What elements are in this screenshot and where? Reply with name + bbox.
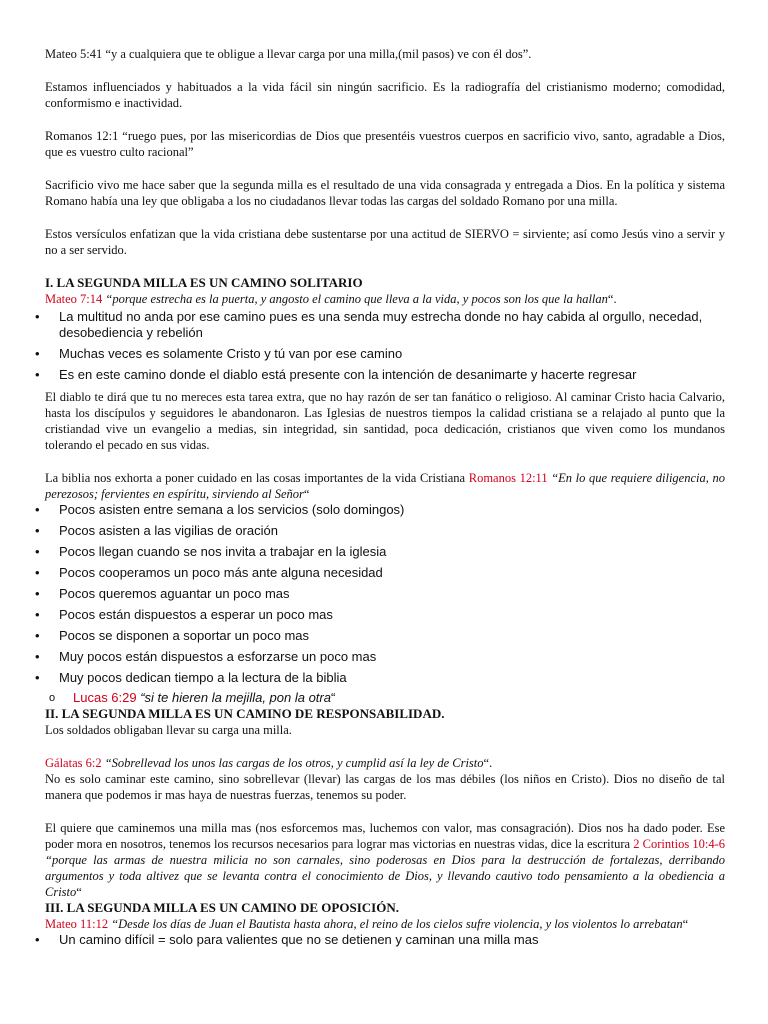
- list-item: • Pocos asisten entre semana a los servicios (solo domingos): [35, 502, 405, 517]
- bullet-icon: •: [35, 544, 40, 559]
- section-2-heading: II. LA SEGUNDA MILLA ES UN CAMINO DE RESPONSABILIDAD.: [45, 706, 445, 721]
- list-item: • Pocos queremos aguantar un poco mas: [35, 586, 290, 601]
- bullet-icon: •: [35, 586, 40, 601]
- section-1-verse-ref: Mateo 7:14: [45, 292, 103, 306]
- bullet-icon: •: [35, 932, 40, 947]
- bullet-icon: •: [35, 367, 40, 382]
- sub-list-item: o Lucas 6:29 “si te hieren la mejilla, pon la otra“: [49, 690, 336, 705]
- section-1-paragraph-2-ref: Romanos 12:11: [468, 471, 548, 485]
- section-2-verse-ref: Gálatas 6:2: [45, 756, 102, 770]
- section-2-paragraph-2: El quiere que caminemos una milla mas (nos esforcemos mas, luchemos con valor, mas consagración). Dios nos ha dado poder. Ese poder mora en nosotros, tenemos los recursos necesarios para lograr mas victorias en nuestras vidas, dice la escritura 2 Corintios 10:4-6 “porque las armas de nuestra milicia no son carnales, sino poderosas en Dios para la destrucción de fortalezas, derribando argumentos y toda altivez que se levanta contra el conocimiento de Dios, y llevando cautivo todo pensamiento a la obediencia a Cristo“: [45, 821, 725, 899]
- section-1-verse-quote: “porque estrecha es la puerta, y angosto el camino que lleva a la vida, y pocos son los que la hallan: [102, 292, 608, 306]
- section-1-paragraph-1: El diablo te dirá que tu no mereces esta tarea extra, que no hay razón de ser tan fanático o religioso. Al caminar Cristo hacia Calvario, hasta los discípulos y seguidores le abandonaron. Las Iglesias de nuestros tiempos la calidad cristiana se a relajado al punto que la cristiandad vive un evangelio a medias, sin integridad, sin santidad, poca dedicación, cristianos que viven como los mundanos tolerando el pecado en sus vidas.: [45, 390, 725, 452]
- list-item: • Muchas veces es solamente Cristo y tú van por ese camino: [35, 346, 403, 361]
- section-1-bullets-2: [35, 502, 725, 686]
- section-1-heading: I. LA SEGUNDA MILLA ES UN CAMINO SOLITARIO: [45, 275, 363, 290]
- section-2-line-1: Los soldados obligaban llevar su carga una milla.: [45, 723, 292, 737]
- bullet-icon: •: [35, 523, 40, 538]
- list-item: • Pocos están dispuestos a esperar un poco mas: [35, 607, 333, 622]
- bullet-icon: •: [35, 649, 40, 664]
- section-3-bullets: [35, 932, 725, 948]
- list-item: • Un camino difícil = solo para valientes que no se detienen y caminan una milla mas: [35, 932, 539, 947]
- list-item: • Pocos cooperamos un poco más ante alguna necesidad: [35, 565, 383, 580]
- list-item: • Pocos llegan cuando se nos invita a trabajar en la iglesia: [35, 544, 387, 559]
- section-2-paragraph-1: No es solo caminar este camino, sino sobrellevar (llevar) las cargas de los mas débiles (los niños en Cristo). Dios no diseño de tal manera que podemos ir mas haya de nuestras fuerzas, tenemos su poder.: [45, 772, 725, 802]
- section-3-verse: Mateo 11:12 “Desde los días de Juan el Bautista hasta ahora, el reino de los cielos sufre violencia, y los violentos lo arrebatan“: [45, 917, 689, 931]
- document-page: [35, 46, 725, 948]
- intro-paragraph-2: Estamos influenciados y habituados a la vida fácil sin ningún sacrificio. Es la radiografía del cristianismo moderno; comodidad, conformismo e inactividad.: [45, 80, 725, 110]
- section-1-verse: [45, 291, 725, 307]
- bullet-icon: •: [35, 346, 40, 361]
- bullet-icon: •: [35, 670, 40, 685]
- section-1-verse-end: “.: [607, 292, 617, 306]
- section-3-heading: III. LA SEGUNDA MILLA ES UN CAMINO DE OPOSICIÓN.: [45, 900, 399, 915]
- intro-paragraph-5: Estos versículos enfatizan que la vida cristiana debe sustentarse por una actitud de SIERVO = sirviente; así como Jesús vino a servir y no a ser servido.: [45, 227, 725, 257]
- section-2-verse: Gálatas 6:2 “Sobrellevad los unos las cargas de los otros, y cumplid así la ley de Cristo“.: [45, 756, 493, 770]
- circle-bullet-icon: o: [49, 692, 56, 704]
- list-item: • Pocos asisten a las vigilias de oración: [35, 523, 278, 538]
- section-3-verse-ref: Mateo 11:12: [45, 917, 109, 931]
- section-1-bullets: [35, 309, 725, 383]
- list-item: • Pocos se disponen a soportar un poco mas: [35, 628, 310, 643]
- bullet-icon: •: [35, 607, 40, 622]
- intro-paragraph-4: Sacrificio vivo me hace saber que la segunda milla es el resultado de una vida consagrada y entregada a Dios. En la política y sistema Romano había una ley que obligaba a los no ciudadanos llevar todas las cargas del soldado Romano por una milla.: [45, 178, 725, 208]
- section-2-paragraph-2-ref: 2 Corintios 10:4-6: [633, 837, 725, 851]
- intro-paragraph-3: Romanos 12:1 “ruego pues, por las misericordias de Dios que presentéis vuestros cuerpos en sacrificio vivo, santo, agradable a Dios, que es vuestro culto racional”: [45, 129, 725, 159]
- list-item: • Muy pocos están dispuestos a esforzarse un poco mas: [35, 649, 377, 664]
- bullet-icon: •: [35, 565, 40, 580]
- section-1-paragraph-2: La biblia nos exhorta a poner cuidado en las cosas importantes de la vida Cristiana Romanos 12:11 “En lo que requiere diligencia, no perezosos; fervientes en espíritu, sirviendo al Señor“: [45, 471, 725, 501]
- bullet-icon: •: [35, 502, 40, 517]
- bullet-icon: •: [35, 309, 40, 324]
- sub-list-ref: Lucas 6:29: [73, 690, 137, 705]
- intro-paragraph-1: Mateo 5:41 “y a cualquiera que te obligue a llevar carga por una milla,(mil pasos) ve con él dos”.: [45, 47, 532, 61]
- bullet-icon: •: [35, 628, 40, 643]
- list-item: • La multitud no anda por ese camino pues es una senda muy estrecha donde no hay cabida al orgullo, necedad, desobediencia y rebelión: [35, 309, 703, 340]
- list-item: • Muy pocos dedican tiempo a la lectura de la biblia: [35, 670, 347, 685]
- list-item: • Es en este camino donde el diablo está presente con la intención de desanimarte y hacerte regresar: [35, 367, 637, 382]
